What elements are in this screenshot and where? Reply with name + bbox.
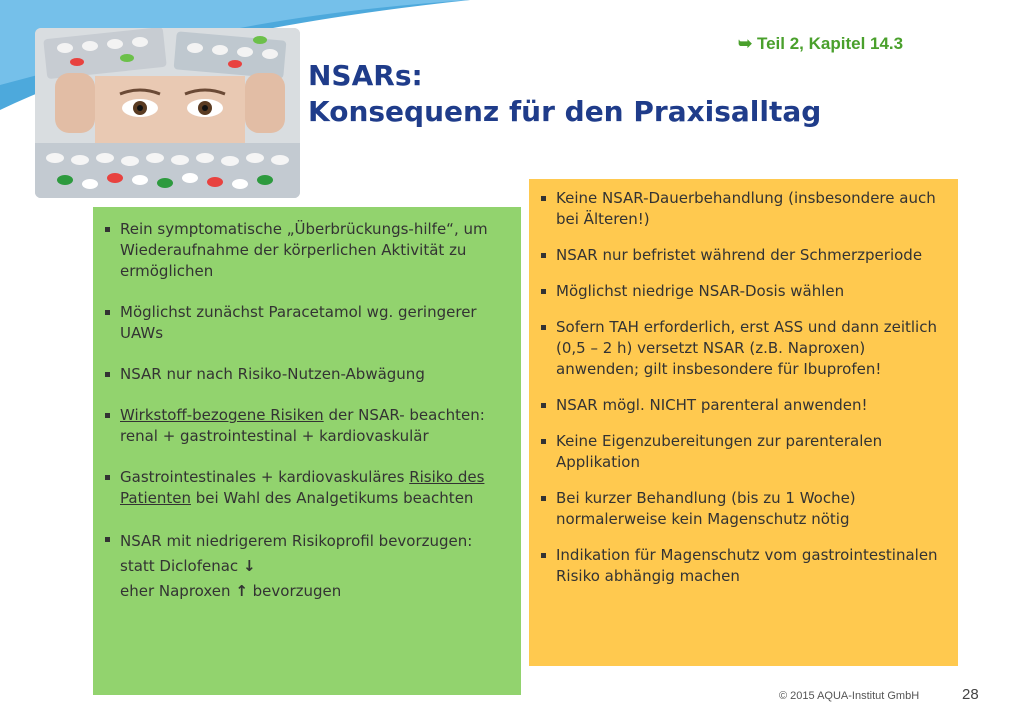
list-item: NSAR nur befristet während der Schmerzperiode [533, 245, 946, 266]
list-item: Indikation für Magenschutz vom gastrointestinalen Risiko abhängig machen [533, 545, 946, 587]
list-item-text: Gastrointestinales + kardiovaskuläres [120, 468, 410, 486]
arrow-up-icon: ↑ [235, 582, 248, 600]
list-item [97, 467, 509, 509]
underlined-term: Wirkstoff-bezogene Risiken [120, 406, 324, 424]
list-item-text: der NSAR- beachten: renal + gastrointestinal + kardiovaskulär [120, 406, 485, 445]
list-item: Möglichst niedrige NSAR-Dosis wählen [533, 281, 946, 302]
recommendations-box-green [93, 207, 521, 695]
list-item: Keine NSAR-Dauerbehandlung (insbesondere auch bei Älteren!) [533, 188, 946, 230]
list-item [97, 405, 509, 447]
chapter-reference: ➥ Teil 2, Kapitel 14.3 [738, 34, 904, 53]
arrow-down-icon: ↓ [242, 557, 256, 575]
title-line-1: NSARs: [308, 59, 423, 92]
list-item [97, 219, 509, 282]
list-item: Keine Eigenzubereitungen zur parenteralen Applikation [533, 431, 946, 473]
recommendations-box-orange [529, 179, 958, 666]
list-item: Bei kurzer Behandlung (bis zu 1 Woche) normalerweise kein Magenschutz nötig [533, 488, 946, 530]
copyright-footer: © 2015 AQUA-Institut GmbH [779, 690, 920, 702]
list-item-text: NSAR mit niedrigerem Risikoprofil bevorzugen: statt Diclofenac [120, 532, 473, 575]
list-item-text: eher Naproxen [120, 582, 236, 600]
slide-title [308, 58, 821, 130]
orange-list [533, 188, 946, 587]
underlined-term: Risiko des Patienten [120, 468, 485, 507]
list-item-text: bei Wahl des Analgetikums beachten [190, 489, 474, 507]
header-photo-pills [35, 28, 300, 198]
list-item-text: NSAR nur nach Risiko-Nutzen-Abwägung [120, 365, 425, 383]
list-item-text: Möglichst zunächst Paracetamol wg. geringerer UAWs [120, 303, 477, 342]
title-line-2: Konsequenz für den Praxisalltag [308, 95, 822, 128]
list-item-text: Rein symptomatische „Überbrückungs-hilfe“, um Wiederaufnahme der körperlichen Aktivität zu ermöglichen [120, 220, 488, 280]
list-item [97, 302, 509, 344]
page-number: 28 [962, 686, 979, 703]
list-item-text: bevorzugen [247, 582, 342, 600]
list-item: Sofern TAH erforderlich, erst ASS und dann zeitlich (0,5 – 2 h) versetzt NSAR (z.B. Naproxen) anwenden; gilt insbesondere für Ibuprofen! [533, 317, 946, 380]
list-item: NSAR mögl. NICHT parenteral anwenden! [533, 395, 946, 416]
list-item [97, 529, 509, 604]
list-item [97, 364, 509, 385]
green-list [97, 219, 509, 604]
